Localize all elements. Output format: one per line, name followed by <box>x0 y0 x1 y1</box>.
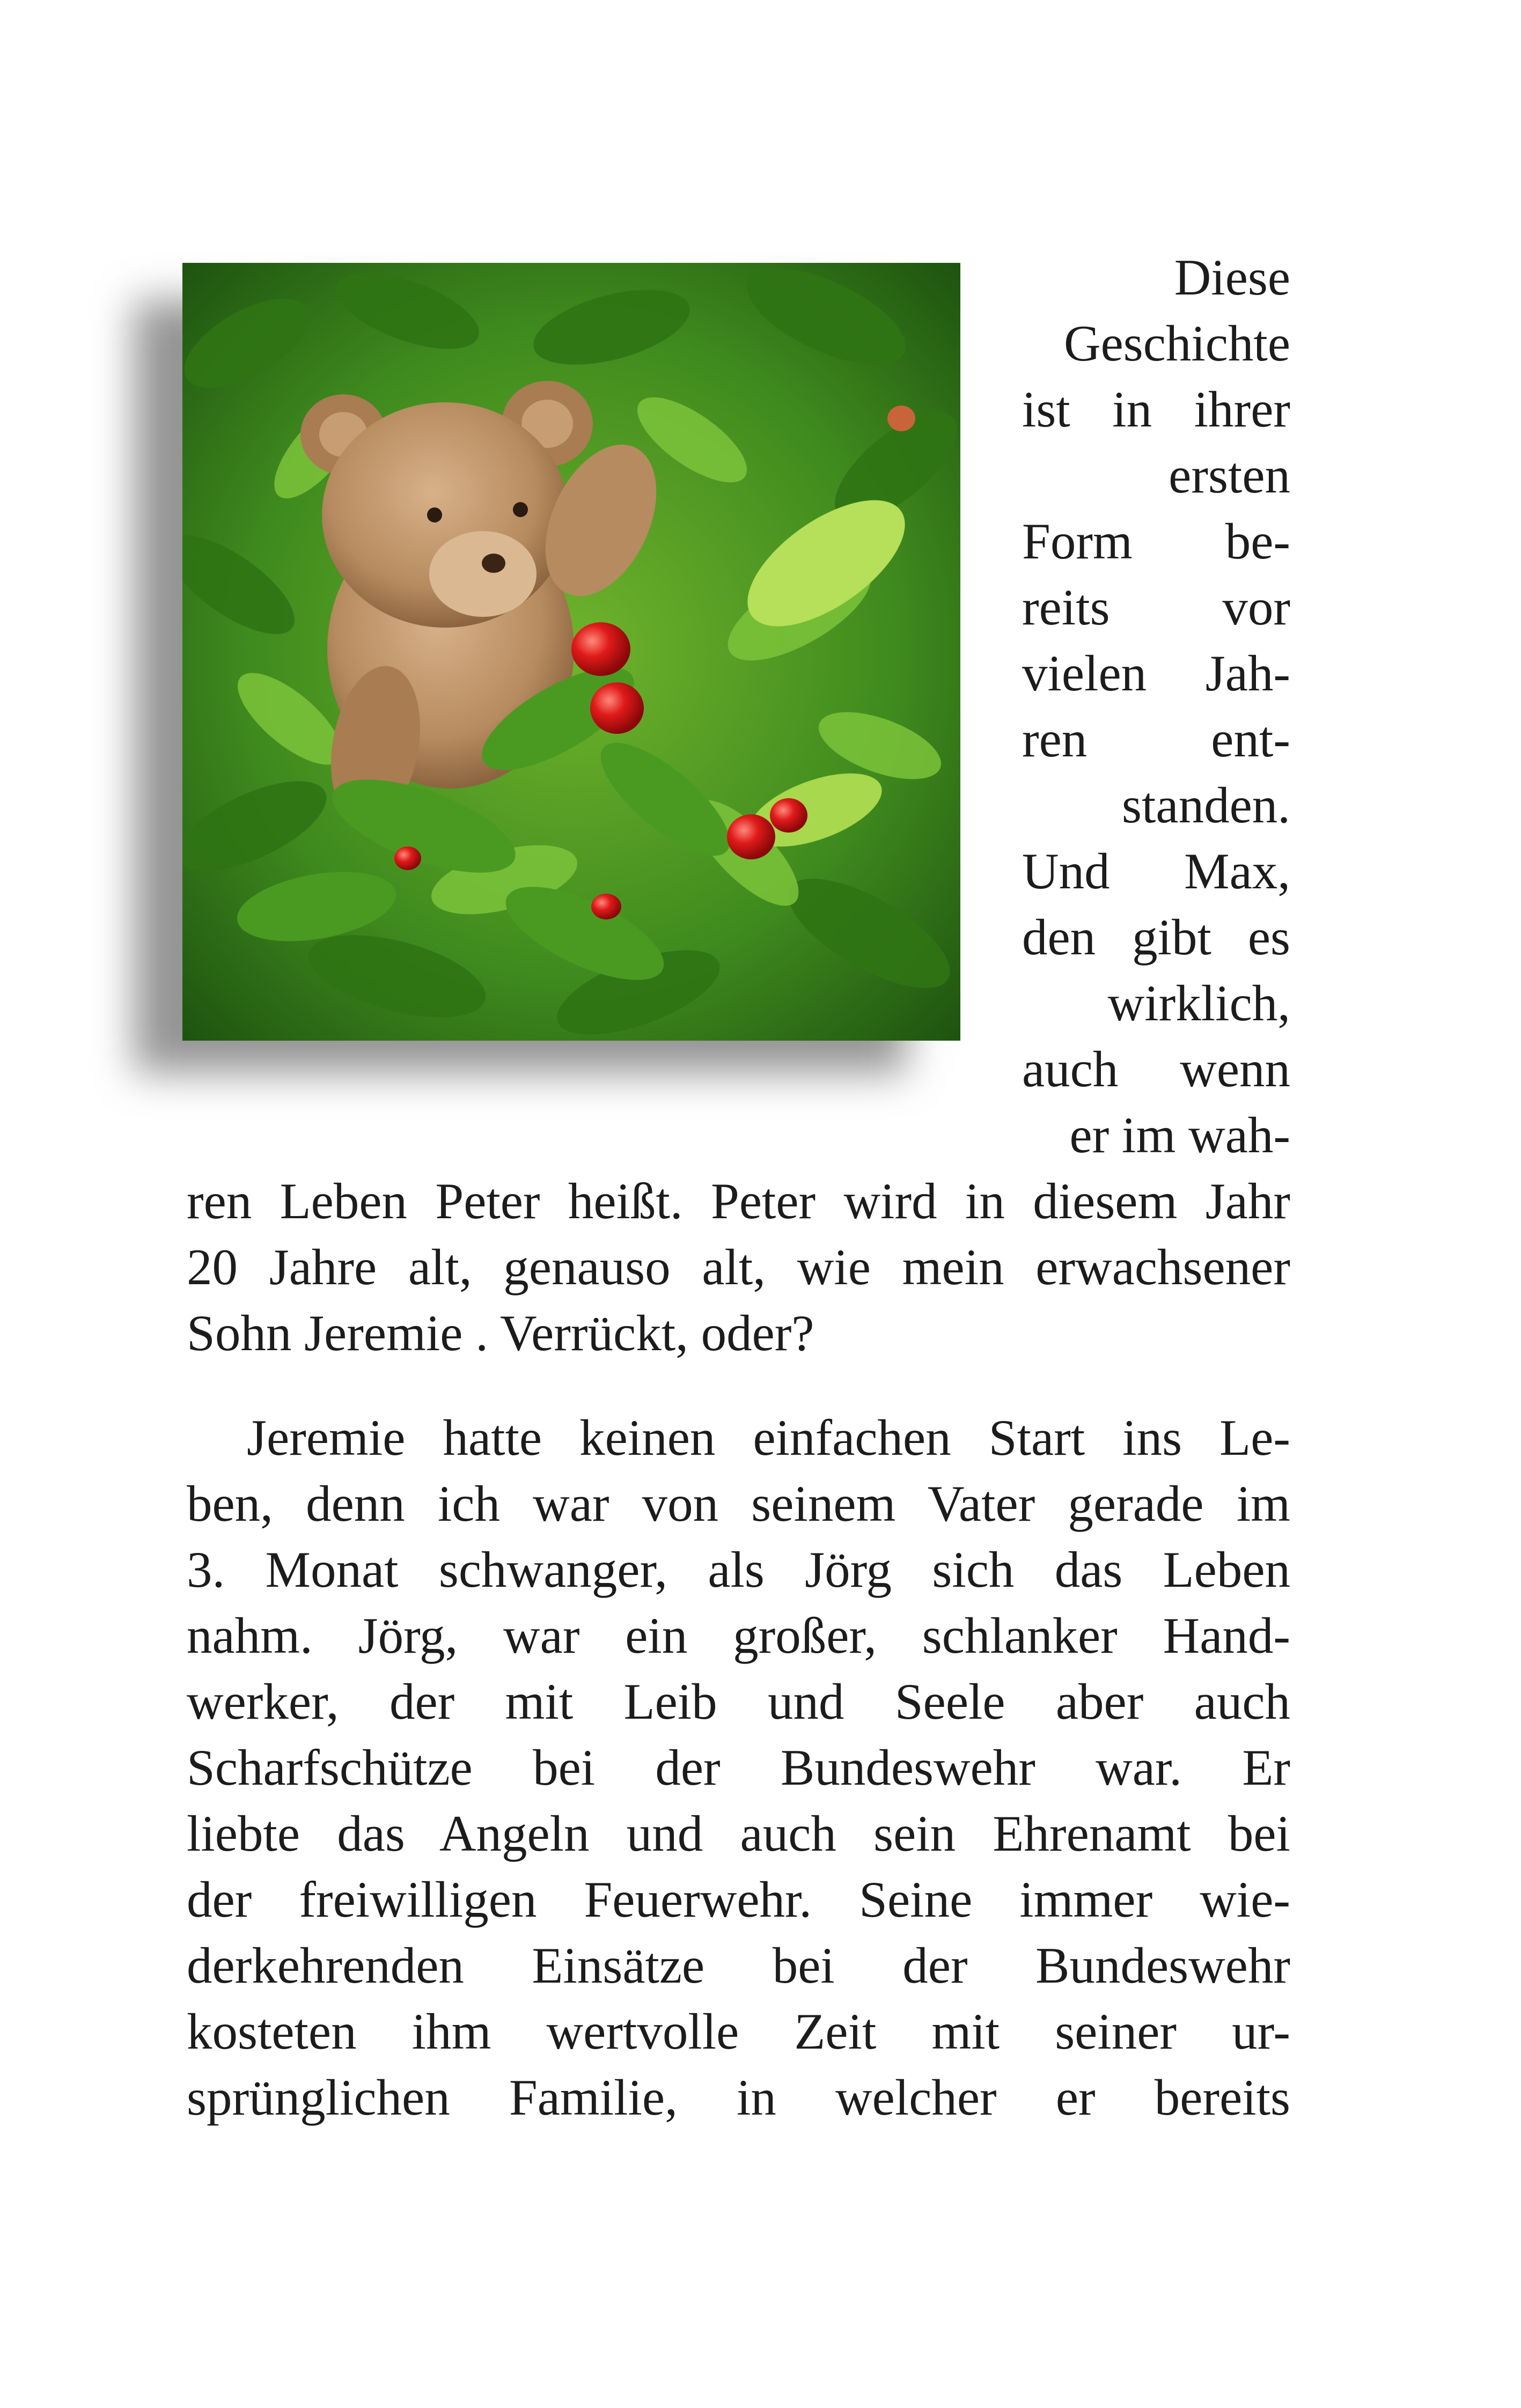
text-line: ren Leben Peter heißt. Peter wird in diesem Jahr <box>187 1173 1290 1229</box>
text-line: werker, der mit Leib und Seele aber auch <box>187 1673 1290 1730</box>
text-line: 3. Monat schwanger, als Jörg sich das Leben <box>187 1541 1290 1598</box>
text-line: der freiwilligen Feuerwehr. Seine immer wie- <box>187 1871 1290 1928</box>
text-line: ist in ihrer <box>1022 381 1290 438</box>
text-line: Form be- <box>1022 513 1290 570</box>
text-line: ben, denn ich war von seinem Vater gerade im <box>187 1475 1290 1532</box>
text-line: reits vor <box>1022 579 1290 636</box>
text-line: derkehrenden Einsätze bei der Bundeswehr <box>187 1937 1290 1994</box>
text-line: Und Max, <box>1022 843 1290 900</box>
text-line: er im wah- <box>1069 1107 1290 1164</box>
text-line: Jeremie hatte keinen einfachen Start ins Le- <box>247 1409 1290 1466</box>
text-line: den gibt es <box>1022 909 1290 966</box>
text-line: wirklich, <box>1107 975 1290 1032</box>
text-line: auch wenn <box>1022 1041 1290 1098</box>
text-line: nahm. Jörg, war ein großer, schlanker Hand- <box>187 1607 1290 1664</box>
text-line: Scharfschütze bei der Bundeswehr war. Er <box>187 1739 1290 1796</box>
teddy-bear-photo <box>182 263 960 1041</box>
text-line: 20 Jahre alt, genauso alt, wie mein erwachsener <box>187 1239 1290 1295</box>
text-line: Geschichte <box>1063 315 1290 372</box>
text-line: liebte das Angeln und auch sein Ehrenamt bei <box>187 1805 1290 1862</box>
text-line: vielen Jah- <box>1022 645 1290 702</box>
text-line: sprünglichen Familie, in welcher er bereits <box>187 2069 1290 2126</box>
text-line: Sohn Jeremie . Verrückt, oder? <box>187 1305 814 1361</box>
text-line: ren ent- <box>1022 711 1290 768</box>
teddy-bear-in-bush-illustration <box>182 263 960 1041</box>
text-line: ersten <box>1169 447 1290 504</box>
text-line: standen. <box>1122 777 1290 834</box>
text-line: kosteten ihm wertvolle Zeit mit seiner ur- <box>187 2003 1290 2060</box>
text-line: Diese <box>1174 249 1290 306</box>
